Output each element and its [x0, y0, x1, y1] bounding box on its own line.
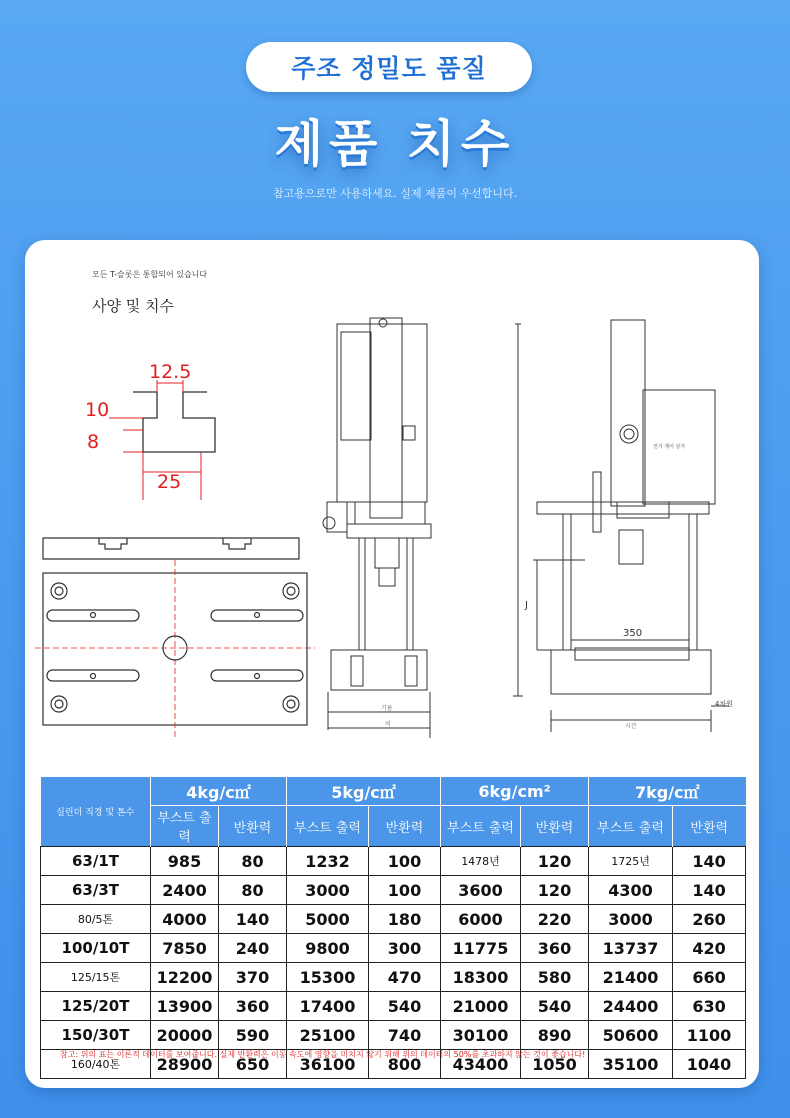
cell: 50600 — [589, 1021, 673, 1050]
pill-label: 주조 정밀도 품질 — [291, 54, 487, 83]
dim-10: 10 — [85, 399, 110, 421]
row-label: 125/15톤 — [41, 963, 151, 992]
cell: 140 — [673, 847, 746, 876]
cell: 3000 — [589, 905, 673, 934]
cell: 300 — [369, 934, 441, 963]
page-subtitle: 참고용으로만 사용하세요. 실제 제품이 우선합니다. — [272, 187, 518, 200]
row-label: 63/3T — [41, 876, 151, 905]
cell: 140 — [673, 876, 746, 905]
cell: 180 — [369, 905, 441, 934]
cell: 470 — [369, 963, 441, 992]
cell: 590 — [219, 1021, 287, 1050]
cell: 18300 — [441, 963, 521, 992]
cell: 30100 — [441, 1021, 521, 1050]
footnote: 참고: 위의 표는 이론적 데이터를 보여줍니다. 실제 반환력은 이동 속도에 영향을 미치지 않기 위해 위의 데이터의 50%를 초과하지 않는 것이 좋습니다! — [60, 1050, 586, 1059]
table-row — [41, 934, 746, 963]
cell: 630 — [673, 992, 746, 1021]
table-row — [41, 905, 746, 934]
cell: 370 — [219, 963, 287, 992]
sub-boost: 부스트 출력 — [287, 806, 369, 847]
cell: 580 — [521, 963, 589, 992]
cell: 25100 — [287, 1021, 369, 1050]
cell: 100 — [369, 847, 441, 876]
cell: 1040 — [673, 1050, 746, 1079]
table-row — [41, 963, 746, 992]
cell: 13737 — [589, 934, 673, 963]
sub-return: 반환력 — [521, 806, 589, 847]
cell: 35100 — [589, 1050, 673, 1079]
sub-boost: 부스트 출력 — [151, 806, 219, 847]
cell: 1050 — [521, 1050, 589, 1079]
cell: 3600 — [441, 876, 521, 905]
cell: 24400 — [589, 992, 673, 1021]
cell: 7850 — [151, 934, 219, 963]
cell: 5000 — [287, 905, 369, 934]
sub-return: 반환력 — [219, 806, 287, 847]
cell: 21400 — [589, 963, 673, 992]
cell: 17400 — [287, 992, 369, 1021]
cell: 985 — [151, 847, 219, 876]
label-gi: 기름 — [381, 705, 393, 712]
cell: 260 — [673, 905, 746, 934]
dim-350: 350 — [623, 628, 643, 639]
press-front-view — [323, 318, 431, 738]
dim-25: 25 — [157, 471, 182, 493]
table-row — [41, 876, 746, 905]
technical-drawing — [25, 240, 759, 770]
group-4kg: 4kg/c㎡ — [151, 777, 287, 806]
cell: 1478년 — [441, 847, 521, 876]
cell: 13900 — [151, 992, 219, 1021]
group-5kg: 5kg/c㎡ — [287, 777, 441, 806]
row-label: 63/1T — [41, 847, 151, 876]
dim-8: 8 — [87, 431, 100, 453]
label-bi: 비 — [385, 721, 391, 728]
press-side-view — [513, 320, 729, 732]
spec-table — [40, 777, 746, 1079]
spec-title: 사양 및 치수 — [92, 297, 174, 315]
cell: 20000 — [151, 1021, 219, 1050]
t-slot-note: 모든 T-슬롯은 통합되어 있습니다 — [92, 270, 208, 279]
table-row — [41, 992, 746, 1021]
sub-return: 반환력 — [673, 806, 746, 847]
cell: 1100 — [673, 1021, 746, 1050]
cell: 660 — [673, 963, 746, 992]
dim-j: J — [525, 600, 528, 611]
quality-pill — [246, 42, 532, 92]
row-label: 125/20T — [41, 992, 151, 1021]
cell: 80 — [219, 876, 287, 905]
cell: 1725년 — [589, 847, 673, 876]
table-top-view — [35, 560, 315, 740]
cell: 800 — [369, 1050, 441, 1079]
cell: 4000 — [151, 905, 219, 934]
cell: 6000 — [441, 905, 521, 934]
row-label: 160/40톤 — [41, 1050, 151, 1079]
cell: 360 — [521, 934, 589, 963]
cell: 43400 — [441, 1050, 521, 1079]
cell: 1232 — [287, 847, 369, 876]
sub-return: 반환력 — [369, 806, 441, 847]
row-header: 실린더 직경 및 톤수 — [41, 777, 151, 847]
panel-label: 전기 제어 상자 — [653, 444, 686, 450]
cell: 120 — [521, 847, 589, 876]
cell: 420 — [673, 934, 746, 963]
label-4-holes: 4차원 — [715, 700, 733, 708]
cell: 11775 — [441, 934, 521, 963]
cell: 540 — [521, 992, 589, 1021]
group-6kg: 6kg/cm² — [441, 777, 589, 806]
sub-boost: 부스트 출력 — [441, 806, 521, 847]
table-row — [41, 1021, 746, 1050]
cell: 21000 — [441, 992, 521, 1021]
group-7kg: 7kg/c㎡ — [589, 777, 746, 806]
cell: 740 — [369, 1021, 441, 1050]
cell: 360 — [219, 992, 287, 1021]
cell: 9800 — [287, 934, 369, 963]
sub-boost: 부스트 출력 — [589, 806, 673, 847]
cell: 15300 — [287, 963, 369, 992]
cell: 100 — [369, 876, 441, 905]
cell: 28900 — [151, 1050, 219, 1079]
cell: 80 — [219, 847, 287, 876]
spec-table-wrap — [40, 777, 745, 1079]
cell: 650 — [219, 1050, 287, 1079]
row-label: 100/10T — [41, 934, 151, 963]
cell: 4300 — [589, 876, 673, 905]
cell: 140 — [219, 905, 287, 934]
table-row — [41, 847, 746, 876]
cell: 36100 — [287, 1050, 369, 1079]
cell: 2400 — [151, 876, 219, 905]
cell: 12200 — [151, 963, 219, 992]
cell: 890 — [521, 1021, 589, 1050]
label-sigan: 시간 — [625, 723, 637, 730]
page-title: 제품 치수 — [274, 115, 516, 173]
dim-12-5: 12.5 — [149, 361, 192, 383]
row-label: 150/30T — [41, 1021, 151, 1050]
cell: 540 — [369, 992, 441, 1021]
cell: 120 — [521, 876, 589, 905]
cell: 3000 — [287, 876, 369, 905]
cell: 240 — [219, 934, 287, 963]
cell: 220 — [521, 905, 589, 934]
row-label: 80/5톤 — [41, 905, 151, 934]
table-profile — [43, 538, 299, 559]
